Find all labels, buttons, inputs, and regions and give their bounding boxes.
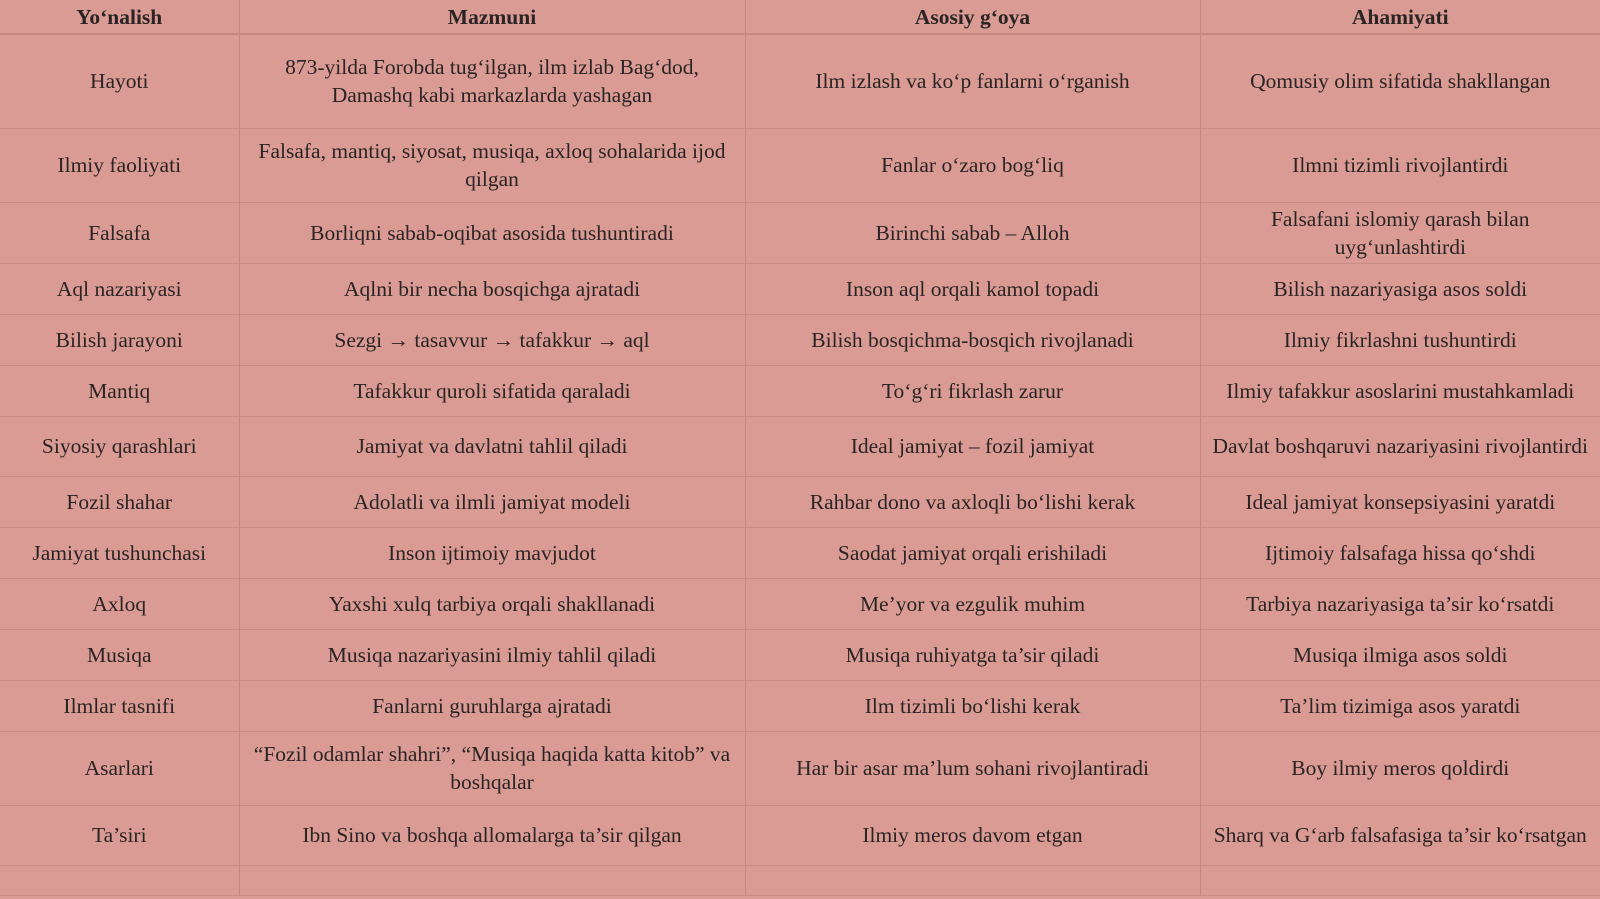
table-cell: Inson aql orqali kamol topadi	[745, 263, 1200, 314]
table-header-row	[0, 0, 1600, 34]
table-cell: Falsafani islomiy qarash bilan uyg‘unlashtirdi	[1200, 202, 1600, 263]
header-mazmuni: Mazmuni	[239, 0, 745, 34]
table-cell: Ilm izlash va ko‘p fanlarni o‘rganish	[745, 34, 1200, 128]
table-row	[0, 629, 1600, 680]
table-cell: Ilmiy meros davom etgan	[745, 805, 1200, 865]
table-cell: Ijtimoiy falsafaga hissa qo‘shdi	[1200, 527, 1600, 578]
table-row	[0, 202, 1600, 263]
table-cell: Bilish bosqichma-bosqich rivojlanadi	[745, 314, 1200, 365]
table-cell: Siyosiy qarashlari	[0, 416, 239, 476]
table-cell: Musiqa ruhiyatga ta’sir qiladi	[745, 629, 1200, 680]
table-row	[0, 416, 1600, 476]
table-cell: Sharq va G‘arb falsafasiga ta’sir ko‘rsatgan	[1200, 805, 1600, 865]
table-cell: Musiqa ilmiga asos soldi	[1200, 629, 1600, 680]
table-cell: Rahbar dono va axloqli bo‘lishi kerak	[745, 476, 1200, 527]
table-cell: Jamiyat tushunchasi	[0, 527, 239, 578]
table-cell: Ta’siri	[0, 805, 239, 865]
table-cell: Tafakkur quroli sifatida qaraladi	[239, 365, 745, 416]
table-cell: Musiqa	[0, 629, 239, 680]
table-cell: Aql nazariyasi	[0, 263, 239, 314]
table-cell: Ilm tizimli bo‘lishi kerak	[745, 680, 1200, 731]
table-cell: Birinchi sabab – Alloh	[745, 202, 1200, 263]
table-cell: Qomusiy olim sifatida shakllangan	[1200, 34, 1600, 128]
header-ahamiyati: Ahamiyati	[1200, 0, 1600, 34]
header-asosiy-goya: Asosiy g‘oya	[745, 0, 1200, 34]
table-cell: Bilish jarayoni	[0, 314, 239, 365]
table-row	[0, 527, 1600, 578]
table-row	[0, 805, 1600, 865]
table-row	[0, 34, 1600, 128]
table-cell: Borliqni sabab-oqibat asosida tushuntiradi	[239, 202, 745, 263]
table-row	[0, 476, 1600, 527]
table-cell: Bilish nazariyasiga asos soldi	[1200, 263, 1600, 314]
table-cell: Inson ijtimoiy mavjudot	[239, 527, 745, 578]
table-cell: 873-yilda Forobda tug‘ilgan, ilm izlab Bag‘dod, Damashq kabi markazlarda yashagan	[239, 34, 745, 128]
table-cell: Boy ilmiy meros qoldirdi	[1200, 731, 1600, 805]
table-cell: Tarbiya nazariyasiga ta’sir ko‘rsatdi	[1200, 578, 1600, 629]
table-cell: Ilmlar tasnifi	[0, 680, 239, 731]
table-row	[0, 365, 1600, 416]
table-cell: Ibn Sino va boshqa allomalarga ta’sir qilgan	[239, 805, 745, 865]
table-row	[0, 731, 1600, 805]
table-cell: Sezgi → tasavvur → tafakkur → aql	[239, 314, 745, 365]
table-cell: Fozil shahar	[0, 476, 239, 527]
table-cell: Me’yor va ezgulik muhim	[745, 578, 1200, 629]
table-cell: Fanlar o‘zaro bog‘liq	[745, 128, 1200, 202]
table-cell: To‘g‘ri fikrlash zarur	[745, 365, 1200, 416]
table-cell: Falsafa, mantiq, siyosat, musiqa, axloq sohalarida ijod qilgan	[239, 128, 745, 202]
table-cell: Falsafa	[0, 202, 239, 263]
table-cell: Musiqa nazariyasini ilmiy tahlil qiladi	[239, 629, 745, 680]
table-row	[0, 128, 1600, 202]
table-cell: Mantiq	[0, 365, 239, 416]
table-cell: Jamiyat va davlatni tahlil qiladi	[239, 416, 745, 476]
table-cell: Aqlni bir necha bosqichga ajratadi	[239, 263, 745, 314]
table-cell: Hayoti	[0, 34, 239, 128]
table-row	[0, 314, 1600, 365]
table-cell: Saodat jamiyat orqali erishiladi	[745, 527, 1200, 578]
table-row	[0, 263, 1600, 314]
table-cell: Yaxshi xulq tarbiya orqali shakllanadi	[239, 578, 745, 629]
table-cell: “Fozil odamlar shahri”, “Musiqa haqida katta kitob” va boshqalar	[239, 731, 745, 805]
table-cell: Ideal jamiyat – fozil jamiyat	[745, 416, 1200, 476]
table-cell: Ilmiy fikrlashni tushuntirdi	[1200, 314, 1600, 365]
table-cell: Asarlari	[0, 731, 239, 805]
header-yonalish: Yo‘nalish	[0, 0, 239, 34]
table-cell: Axloq	[0, 578, 239, 629]
table-cell: Ta’lim tizimiga asos yaratdi	[1200, 680, 1600, 731]
table-cell: Fanlarni guruhlarga ajratadi	[239, 680, 745, 731]
table-cell: Ideal jamiyat konsepsiyasini yaratdi	[1200, 476, 1600, 527]
table-row-partial	[0, 865, 1600, 895]
table-row	[0, 578, 1600, 629]
table-cell: Ilmiy faoliyati	[0, 128, 239, 202]
table-cell: Davlat boshqaruvi nazariyasini rivojlantirdi	[1200, 416, 1600, 476]
table-cell: Har bir asar ma’lum sohani rivojlantiradi	[745, 731, 1200, 805]
table-cell: Ilmni tizimli rivojlantirdi	[1200, 128, 1600, 202]
table-cell: Adolatli va ilmli jamiyat modeli	[239, 476, 745, 527]
table-row	[0, 680, 1600, 731]
table-cell: Ilmiy tafakkur asoslarini mustahkamladi	[1200, 365, 1600, 416]
